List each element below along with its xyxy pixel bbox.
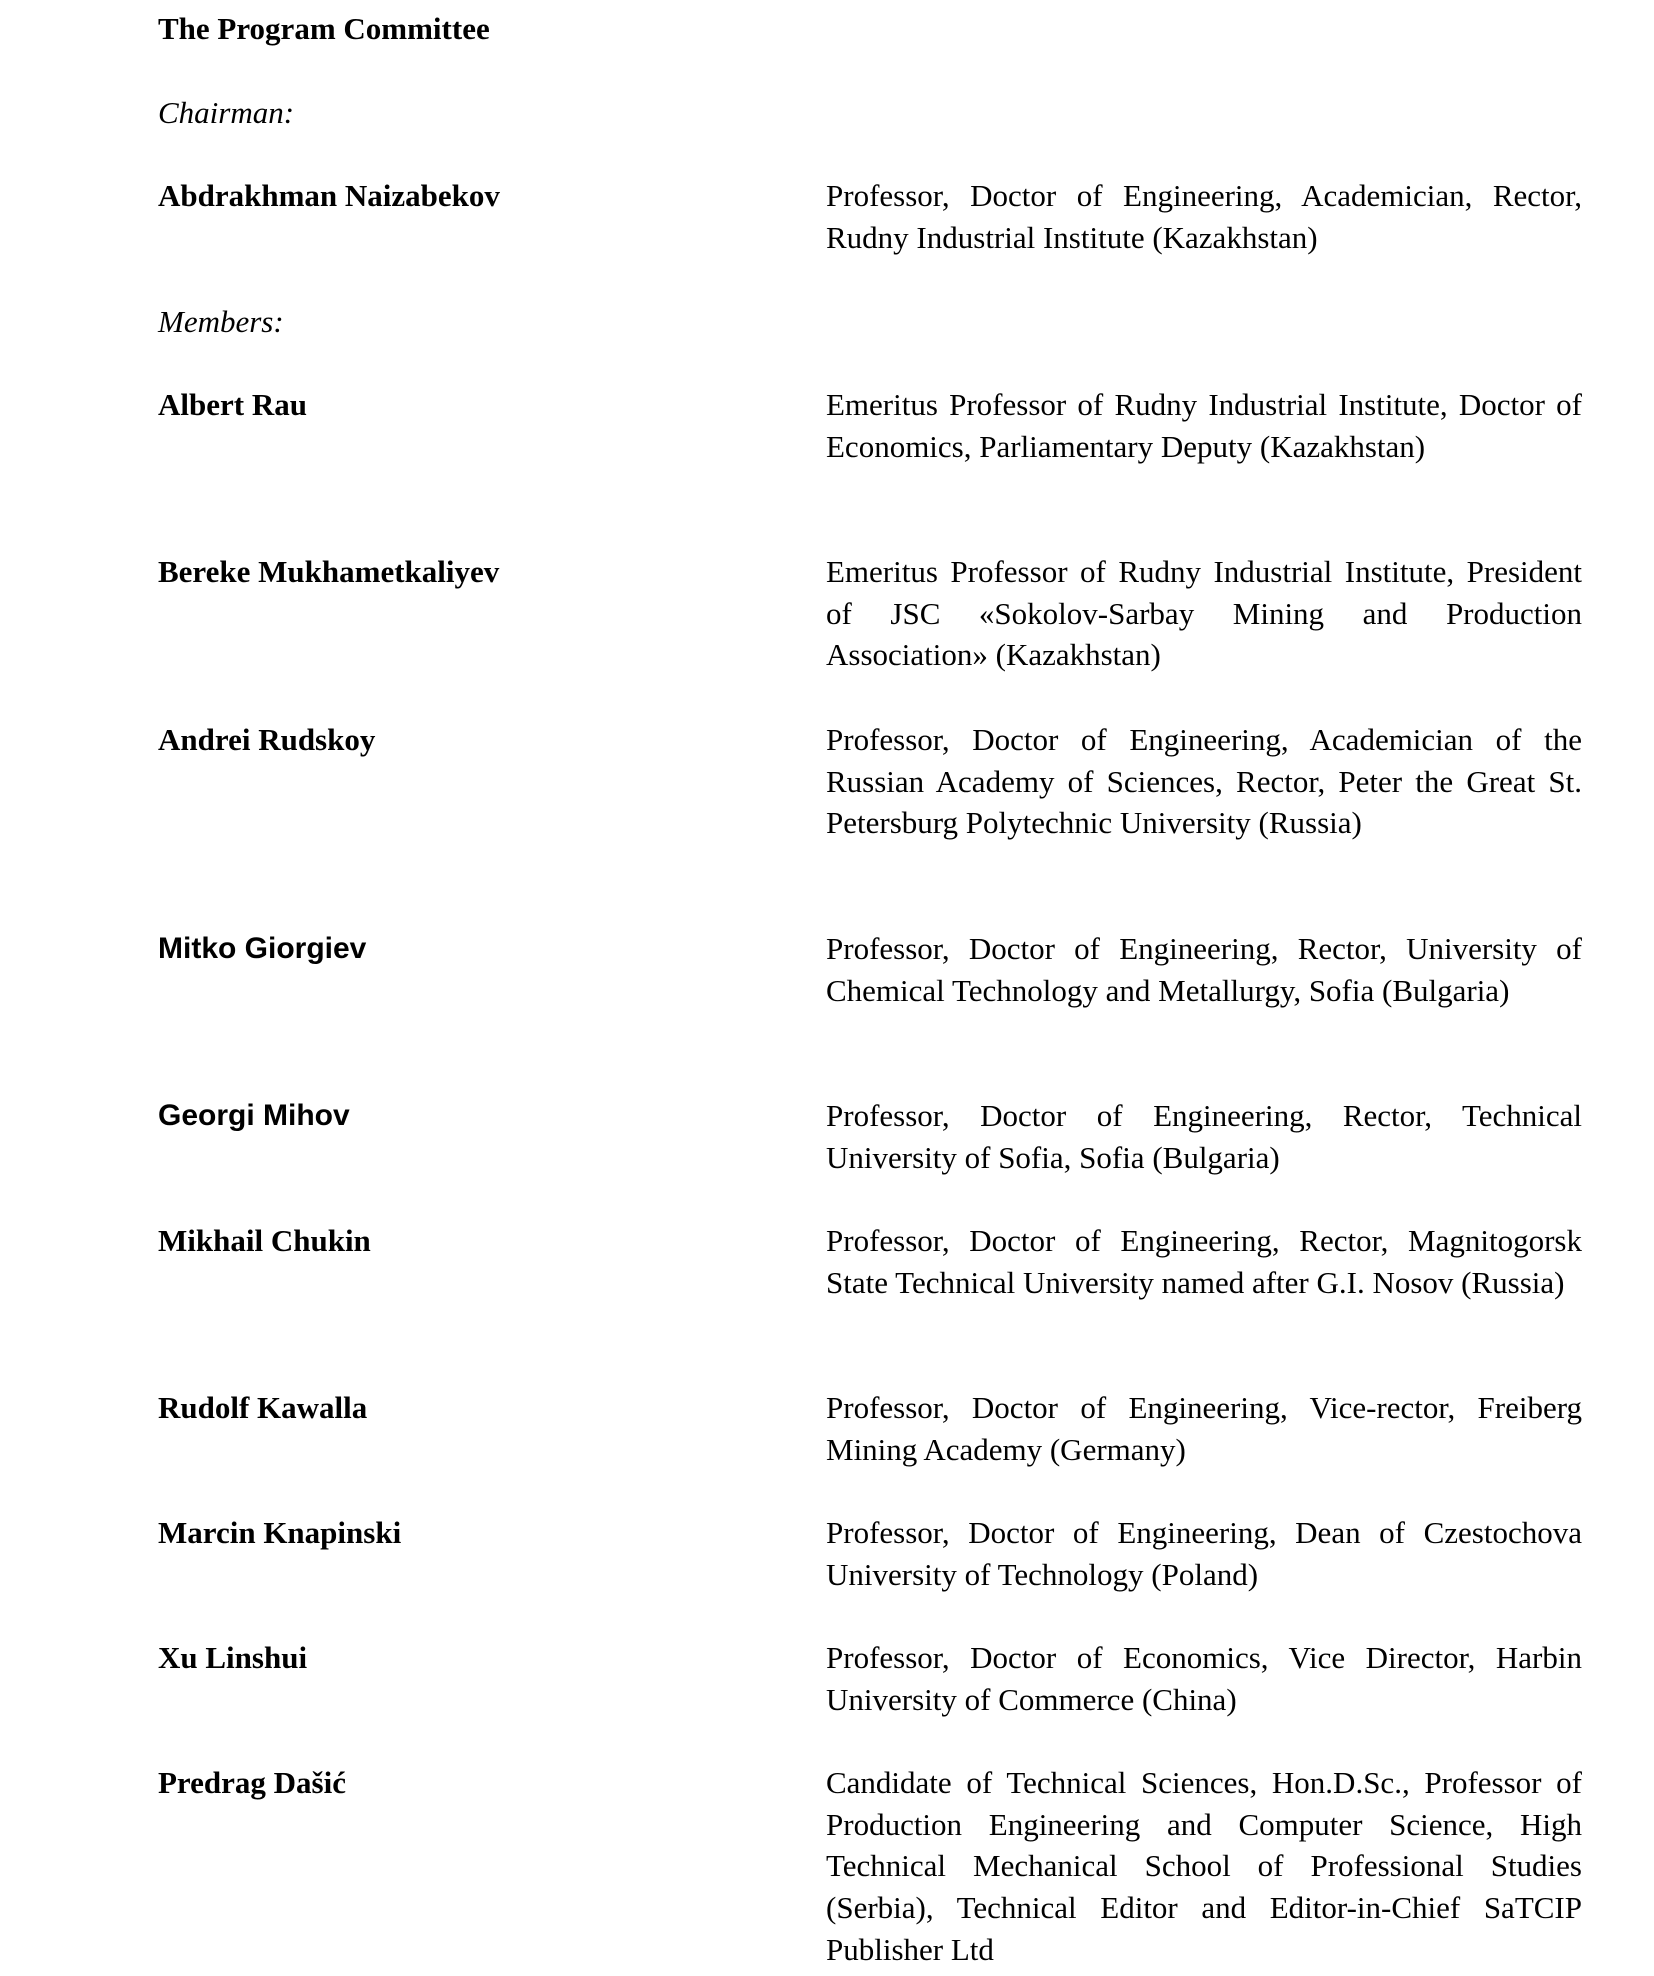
member-description: Professor, Doctor of Engineering, Academician of the Russian Academy of Sciences, Rector, Peter the Great St. Petersburg Polytechnic University (Russia) [826,722,1582,841]
member-description: Professor, Doctor of Economics, Vice Director, Harbin University of Commerce (China) [826,1640,1582,1717]
member-description: Emeritus Professor of Rudny Industrial Institute, President of JSC «Sokolov-Sarbay Mining and Production Association» (Kazakhstan) [826,554,1582,673]
member-name: Predrag Dašić [158,1765,346,1800]
member-name: Xu Linshui [158,1640,308,1675]
member-description: Professor, Doctor of Engineering, Rector, University of Chemical Technology and Metallurgy, Sofia (Bulgaria) [826,931,1582,1008]
member-name: Mitko Giorgiev [158,932,367,965]
member-name: Albert Rau [158,387,307,422]
member-name: Andrei Rudskoy [158,722,376,757]
member-name: Georgi Mihov [158,1099,350,1132]
page-title: The Program Committee [158,11,490,46]
members-label: Members: [158,304,284,339]
member-name: Mikhail Chukin [158,1223,371,1258]
member-description: Emeritus Professor of Rudny Industrial Institute, Doctor of Economics, Parliamentary Deputy (Kazakhstan) [826,387,1582,464]
member-description: Candidate of Technical Sciences, Hon.D.Sc., Professor of Production Engineering and Computer Science, High Technical Mechanical School of Professional Studies (Serbia), Technical Editor and Editor-in-Chief SaTCIP Publisher Ltd [826,1765,1582,1967]
member-name: Rudolf Kawalla [158,1390,368,1425]
member-description: Professor, Doctor of Engineering, Rector, Magnitogorsk State Technical University named after G.I. Nosov (Russia) [826,1223,1582,1300]
chairman-name: Abdrakhman Naizabekov [158,178,500,213]
member-name: Bereke Mukhametkaliyev [158,554,500,589]
member-name: Marcin Knapinski [158,1515,402,1550]
member-description: Professor, Doctor of Engineering, Vice-rector, Freiberg Mining Academy (Germany) [826,1390,1582,1467]
chairman-label: Chairman: [158,95,295,130]
member-description: Professor, Doctor of Engineering, Rector, Technical University of Sofia, Sofia (Bulgaria) [826,1098,1582,1175]
chairman-description: Professor, Doctor of Engineering, Academician, Rector, Rudny Industrial Institute (Kazakhstan) [826,178,1582,255]
member-description: Professor, Doctor of Engineering, Dean of Czestochova University of Technology (Poland) [826,1515,1582,1592]
